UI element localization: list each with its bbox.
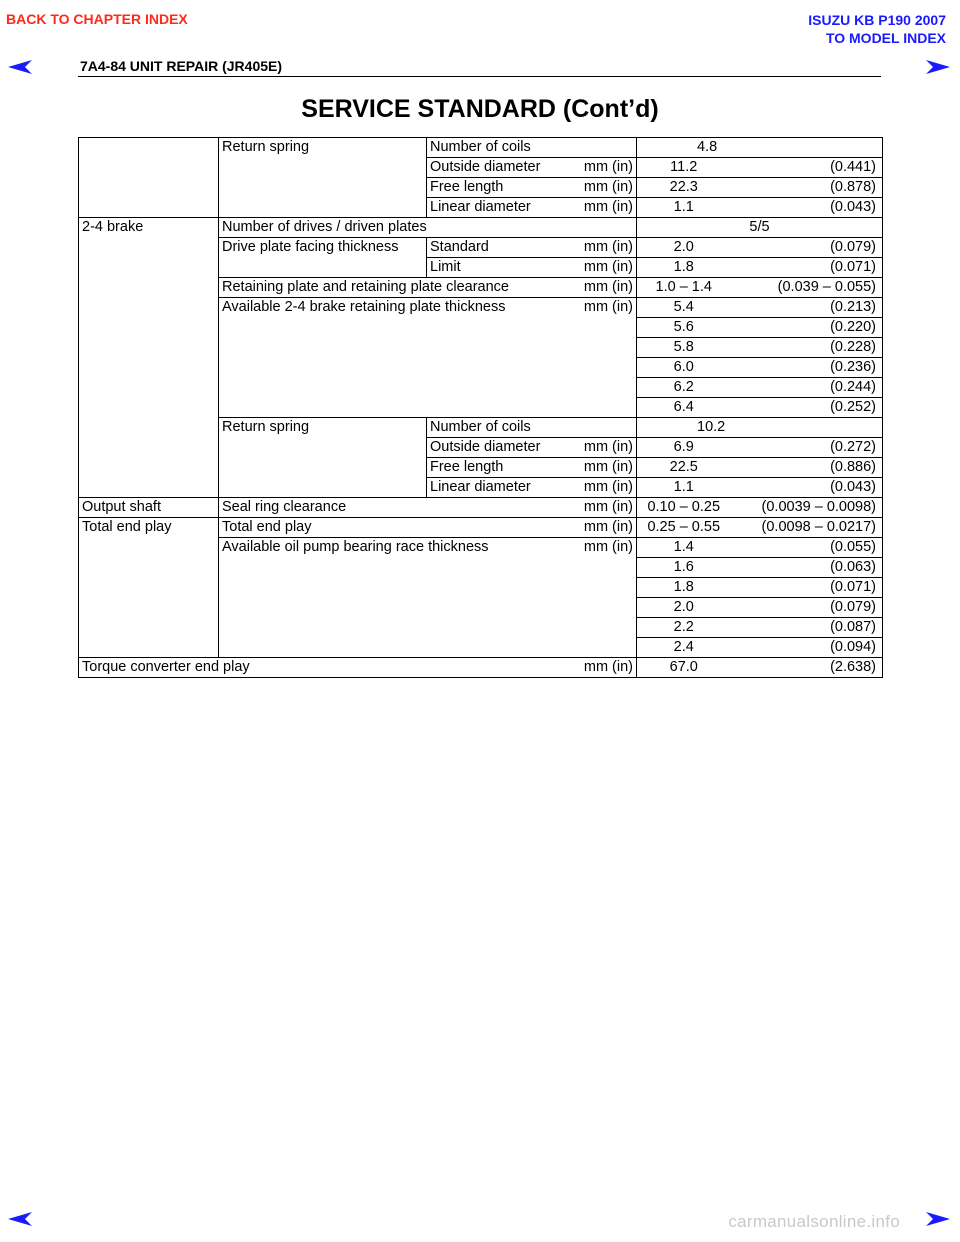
spec-value-mm: 1.1 (637, 198, 731, 218)
unit-label: mm (in) (583, 459, 633, 475)
spec-label: Free length (430, 179, 504, 195)
spec-label-cell (427, 198, 637, 218)
spec-value-in: (0.0039 – 0.0098) (731, 498, 883, 518)
spec-label: Linear diameter (430, 479, 531, 495)
unit-label: mm (in) (583, 239, 633, 255)
spec-value-in: (0.079) (731, 238, 883, 258)
spec-value-in: (0.071) (731, 258, 883, 278)
table-row (79, 518, 883, 538)
spec-value-mm: 1.4 (637, 538, 731, 558)
watermark: carmanualsonline.info (728, 1212, 900, 1231)
section-header: 7A4-84 UNIT REPAIR (JR405E) (80, 58, 283, 74)
spec-value-mm: 1.6 (637, 558, 731, 578)
spec-value-in: (0.079) (731, 598, 883, 618)
spec-value-in: (0.055) (731, 538, 883, 558)
unit-label: mm (in) (583, 659, 633, 675)
spec-value-mm: 11.2 (637, 158, 731, 178)
spec-label-cell (427, 478, 637, 498)
spec-value-in: (2.638) (731, 658, 883, 678)
next-page-arrow-icon[interactable] (926, 1212, 950, 1226)
section-label-total-end-play: Total end play (79, 518, 219, 658)
unit-label: mm (in) (583, 499, 633, 515)
spec-label-cell (79, 658, 637, 678)
spec-value: 4.8 (637, 138, 883, 158)
table-row (79, 498, 883, 518)
spec-value: 10.2 (637, 418, 883, 438)
spec-label-cell (219, 298, 637, 418)
to-model-index-label: TO MODEL INDEX (825, 30, 946, 46)
spec-label: Torque converter end play (82, 659, 250, 675)
spec-value-in: (0.220) (731, 318, 883, 338)
spec-value-mm: 1.8 (637, 258, 731, 278)
spec-label: Total end play (222, 519, 312, 535)
spec-label: Linear diameter (430, 199, 531, 215)
spec-value-in: (0.087) (731, 618, 883, 638)
spec-value-mm: 22.5 (637, 458, 731, 478)
spec-value-in: (0.063) (731, 558, 883, 578)
spec-label-cell (219, 538, 637, 658)
unit-label: mm (in) (583, 439, 633, 455)
unit-label: mm (in) (583, 179, 633, 195)
spec-value-in: (0.094) (731, 638, 883, 658)
spec-label-cell (427, 178, 637, 198)
spec-value-in: (0.0098 – 0.0217) (731, 518, 883, 538)
spec-label-cell (219, 518, 637, 538)
spec-value-in: (0.039 – 0.055) (731, 278, 883, 298)
spec-value-mm: 5.6 (637, 318, 731, 338)
section-label-2-4-brake: 2-4 brake (79, 218, 219, 498)
spec-value-mm: 6.4 (637, 398, 731, 418)
spec-value-mm: 22.3 (637, 178, 731, 198)
back-to-chapter-index-link[interactable]: BACK TO CHAPTER INDEX (6, 11, 188, 27)
spec-label: Free length (430, 459, 504, 475)
facing-thickness-label: Drive plate facing thickness (219, 238, 427, 278)
spec-value-mm: 6.0 (637, 358, 731, 378)
spec-value-mm: 1.1 (637, 478, 731, 498)
table-row (79, 138, 883, 158)
spec-value-in: (0.071) (731, 578, 883, 598)
prev-page-arrow-icon[interactable] (8, 60, 32, 74)
spec-value-in: (0.043) (731, 198, 883, 218)
spec-label-cell (219, 278, 637, 298)
spec-value-in: (0.441) (731, 158, 883, 178)
spec-label-cell (427, 258, 637, 278)
spec-label: Standard (430, 239, 489, 255)
spec-label-cell (427, 158, 637, 178)
unit-label: mm (in) (583, 199, 633, 215)
spec-label: Limit (430, 259, 461, 275)
spec-label-cell (427, 438, 637, 458)
spec-label: Outside diameter (430, 159, 541, 175)
spec-value-in: (0.252) (731, 398, 883, 418)
spec-value-mm: 6.9 (637, 438, 731, 458)
table-row (79, 218, 883, 238)
spec-value-mm: 5.4 (637, 298, 731, 318)
spec-value-in: (0.886) (731, 458, 883, 478)
spec-value-in: (0.043) (731, 478, 883, 498)
unit-label: mm (in) (583, 279, 633, 295)
spec-label: Available 2-4 brake retaining plate thickness (222, 299, 506, 315)
spec-value-in: (0.236) (731, 358, 883, 378)
spec-value-mm: 1.8 (637, 578, 731, 598)
spec-value-mm: 6.2 (637, 378, 731, 398)
spec-value-mm: 2.4 (637, 638, 731, 658)
spec-label-cell (427, 238, 637, 258)
spec-value-mm: 0.25 – 0.55 (637, 518, 731, 538)
spec-value-mm: 2.2 (637, 618, 731, 638)
prev-page-arrow-icon[interactable] (8, 1212, 32, 1226)
model-name: ISUZU KB P190 2007 (808, 12, 946, 28)
model-index-link[interactable] (808, 11, 946, 47)
spec-value: 5/5 (637, 218, 883, 238)
table-row (79, 658, 883, 678)
section-cell-blank (79, 138, 219, 218)
spec-value-in: (0.244) (731, 378, 883, 398)
next-page-arrow-icon[interactable] (926, 60, 950, 74)
spec-label: Available oil pump bearing race thickness (222, 539, 489, 555)
spec-value-mm: 5.8 (637, 338, 731, 358)
unit-label: mm (in) (583, 539, 633, 555)
spec-value-mm: 0.10 – 0.25 (637, 498, 731, 518)
spec-value-mm: 2.0 (637, 598, 731, 618)
spec-label: Outside diameter (430, 439, 541, 455)
spec-value-in: (0.272) (731, 438, 883, 458)
spec-value-in: (0.213) (731, 298, 883, 318)
spec-value-mm: 2.0 (637, 238, 731, 258)
spec-value-mm: 67.0 (637, 658, 731, 678)
header-divider (78, 76, 881, 77)
service-standard-table (78, 137, 883, 678)
spec-value-in: (0.878) (731, 178, 883, 198)
page-title: SERVICE STANDARD (Cont’d) (301, 95, 659, 123)
spec-label: Number of coils (427, 138, 637, 158)
unit-label: mm (in) (583, 259, 633, 275)
spec-label-cell (427, 458, 637, 478)
spec-value-mm: 1.0 – 1.4 (637, 278, 731, 298)
unit-label: mm (in) (583, 299, 633, 315)
return-spring-label: Return spring (219, 138, 427, 218)
return-spring-label: Return spring (219, 418, 427, 498)
spec-label: Retaining plate and retaining plate clearance (222, 279, 509, 295)
unit-label: mm (in) (583, 519, 633, 535)
unit-label: mm (in) (583, 159, 633, 175)
section-label-output-shaft: Output shaft (79, 498, 219, 518)
spec-label-cell (219, 498, 637, 518)
spec-label: Seal ring clearance (222, 499, 347, 515)
unit-label: mm (in) (583, 479, 633, 495)
spec-label: Number of coils (427, 418, 637, 438)
spec-label: Number of drives / driven plates (219, 218, 637, 238)
spec-value-in: (0.228) (731, 338, 883, 358)
